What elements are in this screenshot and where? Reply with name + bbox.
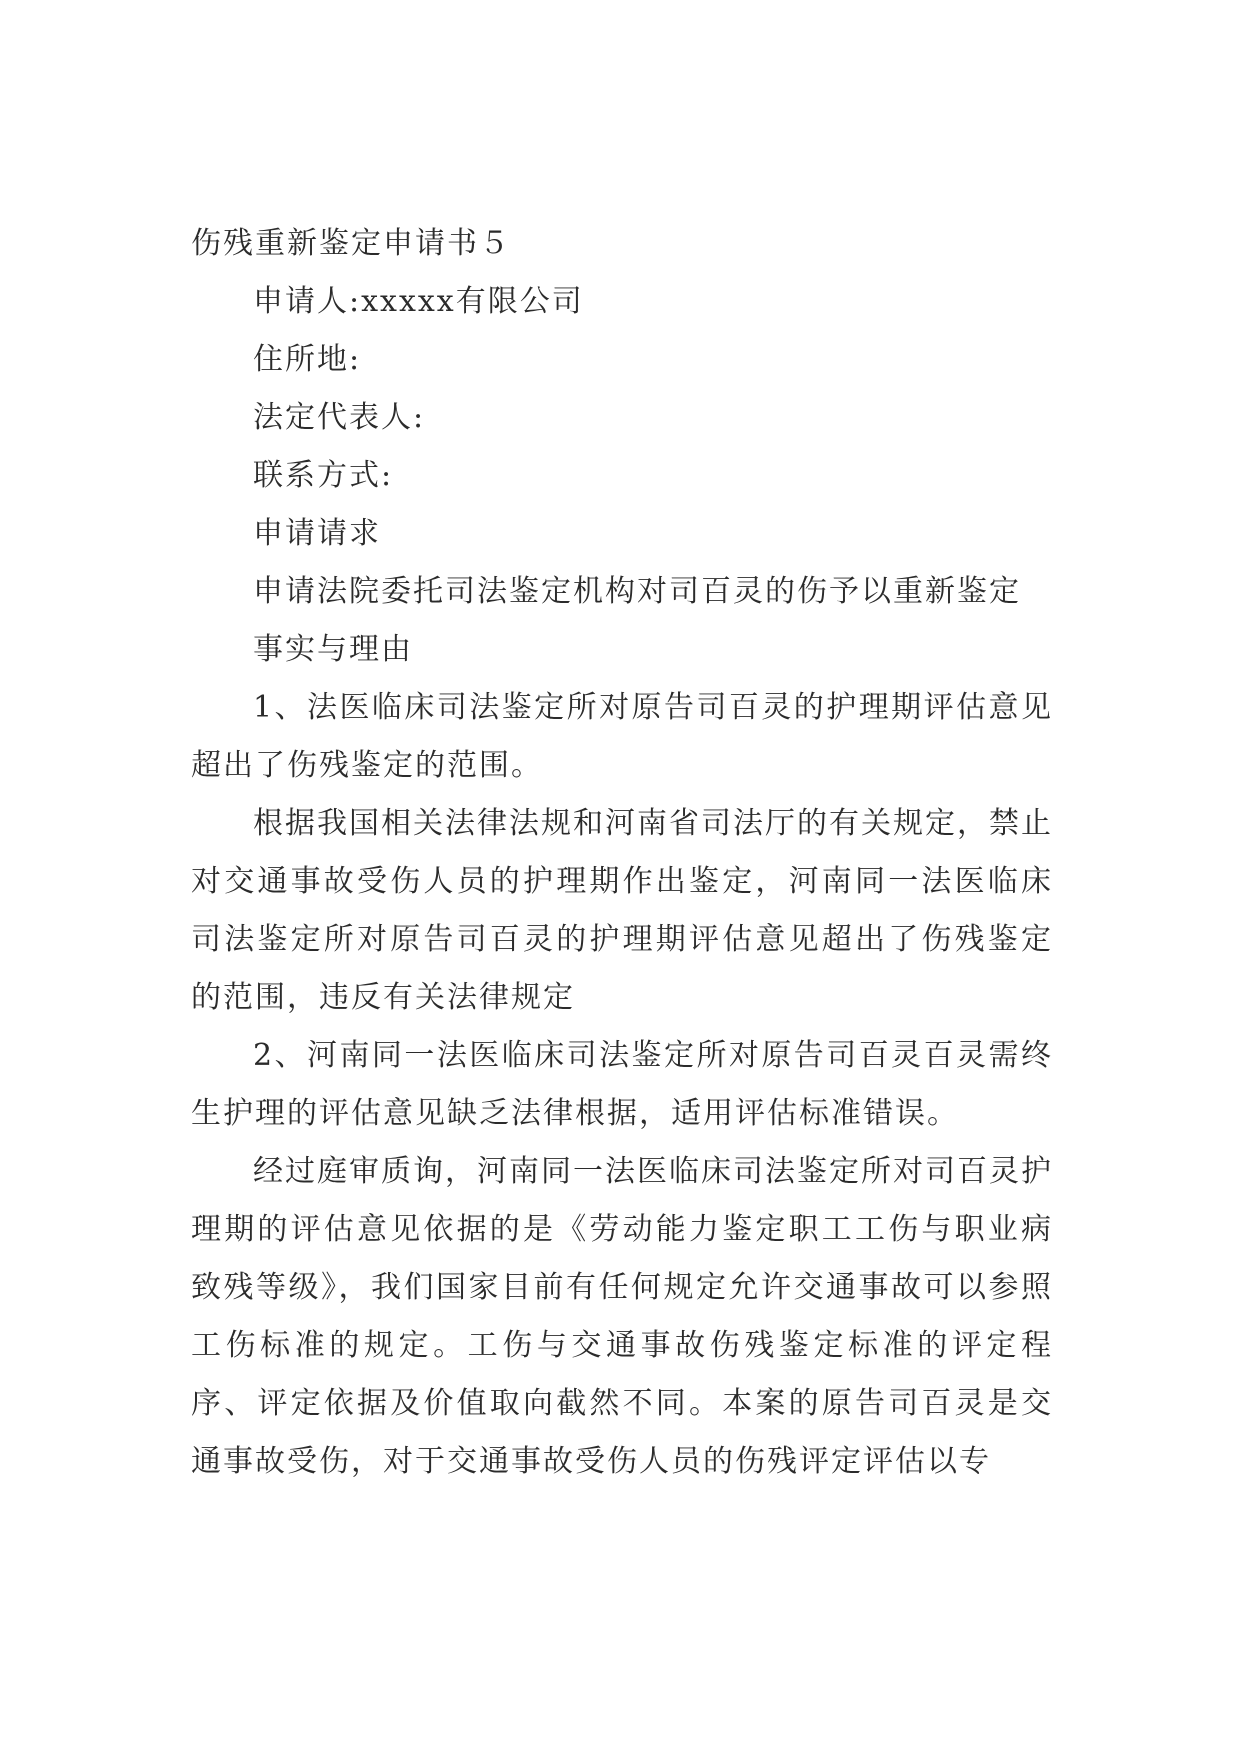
reason-point-2: 2、河南同一法医临床司法鉴定所对原告司百灵百灵需终生护理的评估意见缺乏法律根据，适用评估标准错误。 — [191, 1038, 1053, 1131]
legal-representative-line: 法定代表人: — [253, 400, 426, 435]
reason-point-2-detail: 经过庭审质询，河南同一法医临床司法鉴定所对司百灵护理期的评估意见依据的是《劳动能力鉴定职工工伤与职业病致残等级》，我们国家目前有任何规定允许交通事故可以参照工伤标准的规定。工伤与交通事故伤残鉴定标准的评定程序、评定依据及价值取向截然不同。本案的原告司百灵是交通事故受伤，对于交通事故受伤人员的伤残评定评估以专 — [191, 1154, 1053, 1479]
address-line: 住所地: — [253, 342, 362, 377]
request-heading: 申请请求 — [253, 516, 381, 551]
contact-line: 联系方式: — [253, 458, 394, 493]
reason-point-1-detail: 根据我国相关法律法规和河南省司法厅的有关规定，禁止对交通事故受伤人员的护理期作出鉴定，河南同一法医临床司法鉴定所对原告司百灵的护理期评估意见超出了伤残鉴定的范围，违反有关法律规定 — [191, 806, 1053, 1015]
facts-heading: 事实与理由 — [253, 632, 413, 667]
document-title: 伤残重新鉴定申请书５ — [191, 226, 511, 261]
applicant-line: 申请人:xxxxx有限公司 — [253, 284, 584, 319]
document-body — [191, 215, 1053, 1491]
request-text: 申请法院委托司法鉴定机构对司百灵的伤予以重新鉴定 — [253, 574, 1021, 609]
reason-point-1: 1、法医临床司法鉴定所对原告司百灵的护理期评估意见超出了伤残鉴定的范围。 — [191, 690, 1053, 783]
